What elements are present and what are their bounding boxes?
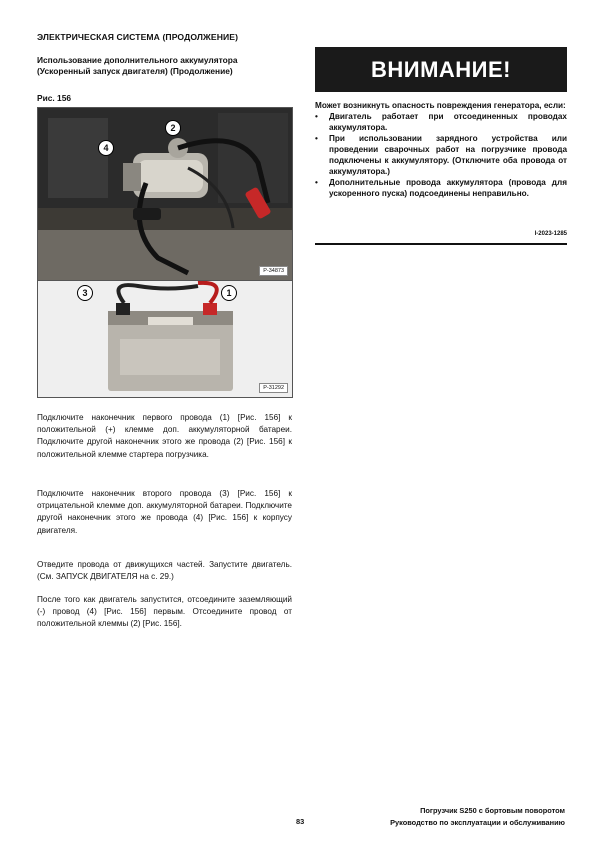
subtitle-line-2: (Ускоренный запуск двигателя) (Продолжение)	[37, 66, 233, 76]
warning-bullet: • Двигатель работает при отсоединенных проводах аккумулятора.	[315, 111, 567, 133]
bottom-photo-code: P-31292	[259, 383, 288, 393]
subtitle-line-1: Использование дополнительного аккумулятора	[37, 55, 238, 65]
warning-bullet: • При использовании зарядного устройства или проведении сварочных работ на погрузчике провода подключены к аккумулятору. (Отключите оба провода от аккумулятора.)	[315, 133, 567, 177]
footer-text	[390, 805, 565, 829]
callout-2: 2	[165, 120, 181, 136]
paragraph-start-engine: Отведите провода от движущихся частей. Запустите двигатель. (См. ЗАПУСК ДВИГАТЕЛЯ на с. 29.)	[37, 560, 292, 582]
paragraph-disconnect: После того как двигатель запустится, отсоедините заземляющий (-) провод (4) [Рис. 156] первым. Отсоедините провод от положительной клеммы (2) [Рис. 156].	[37, 595, 292, 629]
page-number: 83	[296, 817, 305, 826]
section-title: ЭЛЕКТРИЧЕСКАЯ СИСТЕМА (ПРОДОЛЖЕНИЕ)	[37, 32, 239, 42]
starter-photo	[37, 107, 293, 281]
top-photo-code: P-34873	[259, 266, 288, 276]
warning-intro: Может возникнуть опасность повреждения генератора, если:	[315, 101, 566, 110]
battery-photo-image	[38, 281, 292, 397]
callout-3: 3	[77, 285, 93, 301]
footer-line-1: Погрузчик S250 с бортовым поворотом	[420, 806, 565, 815]
subsection-title	[37, 55, 292, 77]
warning-text	[315, 100, 567, 199]
callout-1: 1	[221, 285, 237, 301]
footer-line-2: Руководство по эксплуатации и обслуживанию	[390, 818, 565, 827]
warning-title: ВНИМАНИЕ!	[370, 57, 511, 82]
warning-bullet: • Дополнительные провода аккумулятора (провода для ускоренного пуска) подсоединены неправильно.	[315, 177, 567, 199]
figure-label: Рис. 156	[37, 93, 72, 103]
callout-4: 4	[98, 140, 114, 156]
battery-photo	[37, 280, 293, 398]
paragraph-connect-positive: Подключите наконечник первого провода (1) [Рис. 156] к положительной (+) клемме доп. аккумуляторной батареи. Подключите другой наконечник этого же провода (2) [Рис. 156] к положительной клемме стартера погрузчика.	[37, 413, 292, 459]
warning-code: I-2023-1285	[534, 231, 567, 237]
starter-photo-image	[38, 108, 292, 280]
warning-divider	[315, 243, 567, 245]
paragraph-connect-negative: Подключите наконечник второго провода (3) [Рис. 156] к отрицательной клемме доп. аккумуляторной батареи. Подключите другой наконечник этого же провода (4) [Рис. 156] к корпусу двигателя.	[37, 489, 292, 535]
